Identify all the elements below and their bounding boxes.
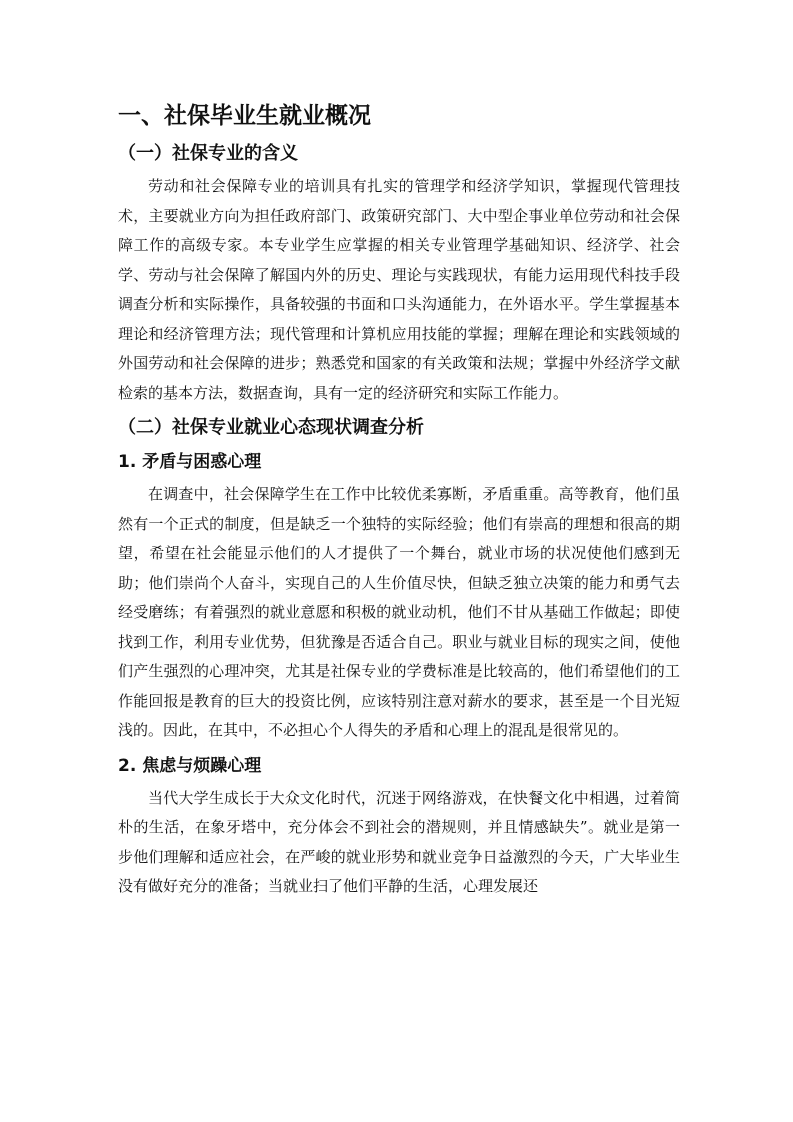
- document-body: [118, 98, 680, 906]
- subsection-heading-anxiety: 2. 焦虑与烦躁心理: [118, 755, 262, 776]
- section-heading-survey: （二）社保专业就业心态现状调查分析: [118, 417, 424, 438]
- paragraph-major-meaning: 劳动和社会保障专业的培训具有扎实的管理学和经济学知识，掌握现代管理技术，主要就业方向为担任政府部门、政策研究部门、大中型企事业单位劳动和社会保障工作的高级专家。本专业学生应掌握的相关专业管理学基础知识、经济学、社会学、劳动与社会保障了解国内外的历史、理论与实践现状，有能力运用现代科技手段调查分析和实际操作，具备较强的书面和口头沟通能力，在外语水平。学生掌握基本理论和经济管理方法；现代管理和计算机应用技能的掌握；理解在理论和实践领域的外国劳动和社会保障的进步；熟悉党和国家的有关政策和法规；掌握中外经济学文献检索的基本方法，数据查询，具有一定的经济研究和实际工作能力。: [118, 177, 680, 402]
- section-heading-meaning: （一）社保专业的含义: [118, 143, 298, 164]
- subsection-heading-contradiction: 1. 矛盾与困惑心理: [118, 452, 262, 472]
- paragraph-anxiety: 当代大学生成长于大众文化时代，沉迷于网络游戏，在快餐文化中相遇，过着简朴的生活，在象牙塔中，充分体会不到社会的潜规则，并且情感缺失”。就业是第一步他们理解和适应社会，在严峻的就业形势和就业竞争日益激烈的今天，广大毕业生没有做好充分的准备；当就业扫了他们平静的生活，心理发展还: [118, 788, 680, 895]
- chapter-heading: 一、社保毕业生就业概况: [118, 103, 371, 129]
- paragraph-contradiction: 在调查中，社会保障学生在工作中比较优柔寡断，矛盾重重。高等教育，他们虽然有一个正式的制度，但是缺乏一个独特的实际经验；他们有崇高的理想和很高的期望，希望在社会能显示他们的人才提供了一个舞台，就业市场的状况使他们感到无助；他们崇尚个人奋斗，实现自己的人生价值尽快，但缺乏独立决策的能力和勇气去经受磨练；有着强烈的就业意愿和积极的就业动机，他们不甘从基础工作做起；即使找到工作，利用专业优势，但犹豫是否适合自己。职业与就业目标的现实之间，使他们产生强烈的心理冲突，尤其是社保专业的学费标准是比较高的，他们希望他们的工作能回报是教育的巨大的投资比例，应该特别注意对薪水的要求，甚至是一个目光短浅的。因此，在其中，不必担心个人得失的矛盾和心理上的混乱是很常见的。: [118, 485, 680, 739]
